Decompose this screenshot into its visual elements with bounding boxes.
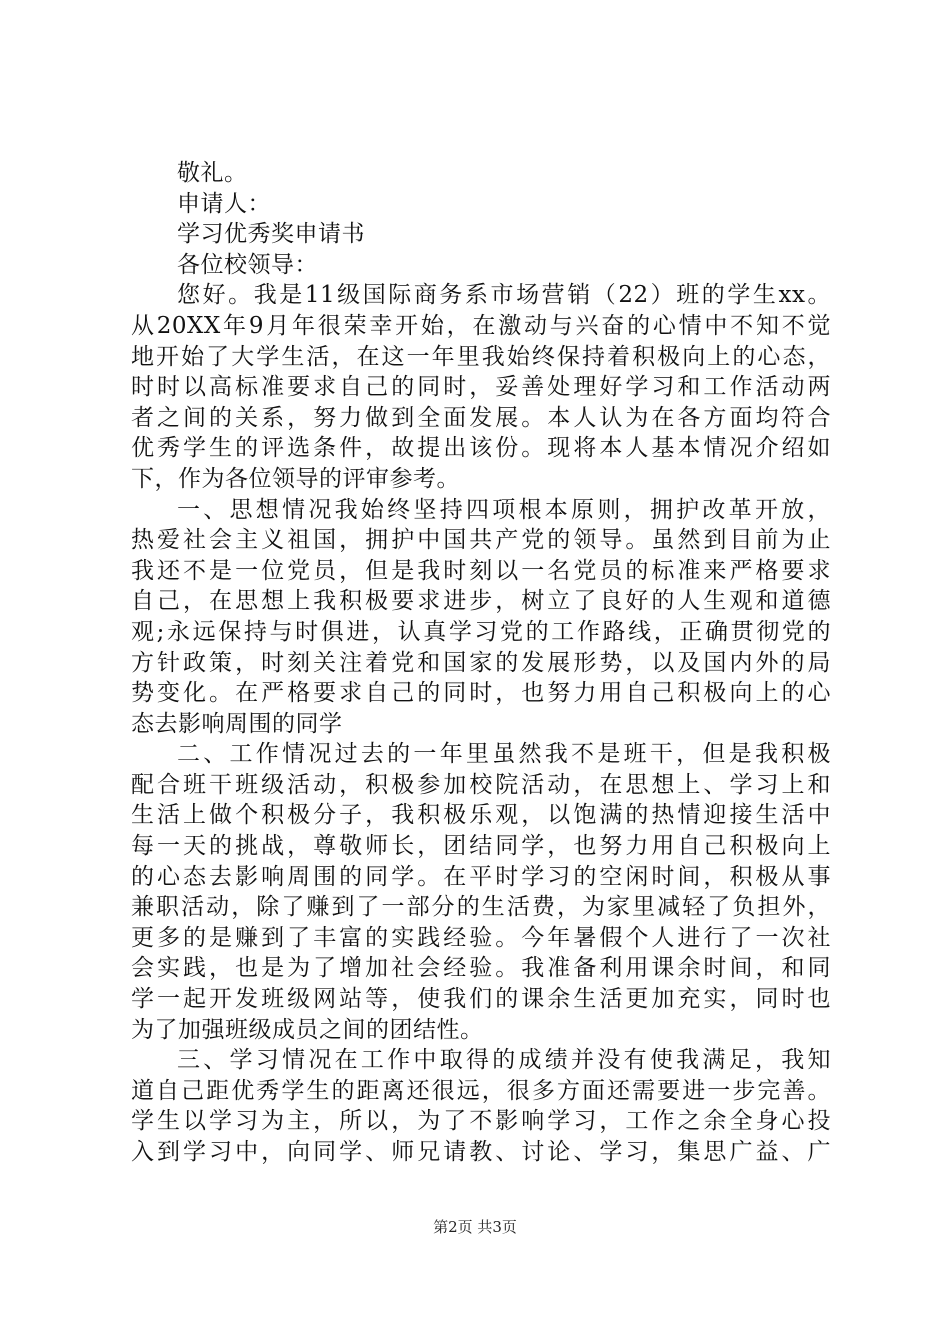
text-line: 敬礼。 [177, 160, 248, 186]
text-line: 下，作为各位领导的评审参考。 [131, 465, 460, 492]
text-line: 方针政策，时刻关注着党和国家的发展形势，以及国内外的局 [131, 649, 831, 676]
text-line: 兼职活动，除了赚到了一部分的生活费，为家里减轻了负担外， [131, 894, 831, 921]
text-line: 我还不是一位党员，但是我时刻以一名党员的标准来严格要求 [131, 557, 831, 584]
text-line: 会实践，也是为了增加社会经验。我准备利用课余时间，和同 [131, 955, 831, 982]
text-line: 时时以高标准要求自己的同时，妥善处理好学习和工作活动两 [131, 374, 831, 401]
text-line: 为了加强班级成员之间的团结性。 [131, 1016, 484, 1043]
text-line: 的心态去影响周围的同学。在平时学习的空闲时间，积极从事 [131, 863, 831, 890]
text-line: 学习优秀奖申请书 [177, 221, 365, 248]
text-line: 更多的是赚到了丰富的实践经验。今年暑假个人进行了一次社 [131, 924, 831, 951]
text-line: 从20XX年9月年很荣幸开始，在激动与兴奋的心情中不知不觉 [131, 312, 831, 339]
document-body [131, 158, 831, 1168]
text-line: 道自己距优秀学生的距离还很远，很多方面还需要进一步完善。 [131, 1077, 831, 1104]
text-line: 学生以学习为主，所以，为了不影响学习，工作之余全身心投 [131, 1108, 831, 1135]
text-line: 申请人： [177, 190, 271, 217]
text-line: 各位校领导： [177, 251, 318, 278]
text-line: 三、学习情况在工作中取得的成绩并没有使我满足，我知 [177, 1047, 831, 1074]
text-line: 地开始了大学生活，在这一年里我始终保持着积极向上的心态， [131, 343, 831, 370]
text-line: 一、思想情况我始终坚持四项根本原则，拥护改革开放， [177, 496, 831, 523]
text-line: 生活上做个积极分子，我积极乐观，以饱满的热情迎接生活中 [131, 802, 831, 829]
text-line: 您好。我是11级国际商务系市场营销（22）班的学生xx。 [177, 282, 831, 309]
text-line: 者之间的关系，努力做到全面发展。本人认为在各方面均符合 [131, 404, 831, 431]
page-footer: 第2页 共3页 [433, 1218, 517, 1236]
text-line: 热爱社会主义祖国，拥护中国共产党的领导。虽然到目前为止 [131, 527, 831, 554]
text-line: 自己，在思想上我积极要求进步，树立了良好的人生观和道德 [131, 588, 831, 615]
text-line: 每一天的挑战，尊敬师长，团结同学，也努力用自己积极向上 [131, 833, 831, 860]
text-line: 二、工作情况过去的一年里虽然我不是班干，但是我积极 [177, 741, 831, 768]
text-line: 学一起开发班级网站等，使我们的课余生活更加充实，同时也 [131, 986, 831, 1013]
text-line: 观;永远保持与时俱进，认真学习党的工作路线，正确贯彻党的 [131, 618, 831, 645]
text-line: 态去影响周围的同学 [131, 710, 343, 737]
text-line: 优秀学生的评选条件，故提出该份。现将本人基本情况介绍如 [131, 435, 831, 462]
text-line: 势变化。在严格要求自己的同时，也努力用自己积极向上的心 [131, 680, 831, 707]
text-line: 配合班干班级活动，积极参加校院活动，在思想上、学习上和 [131, 771, 831, 798]
text-line: 入到学习中，向同学、师兄请教、讨论、学习，集思广益、广 [131, 1139, 831, 1165]
